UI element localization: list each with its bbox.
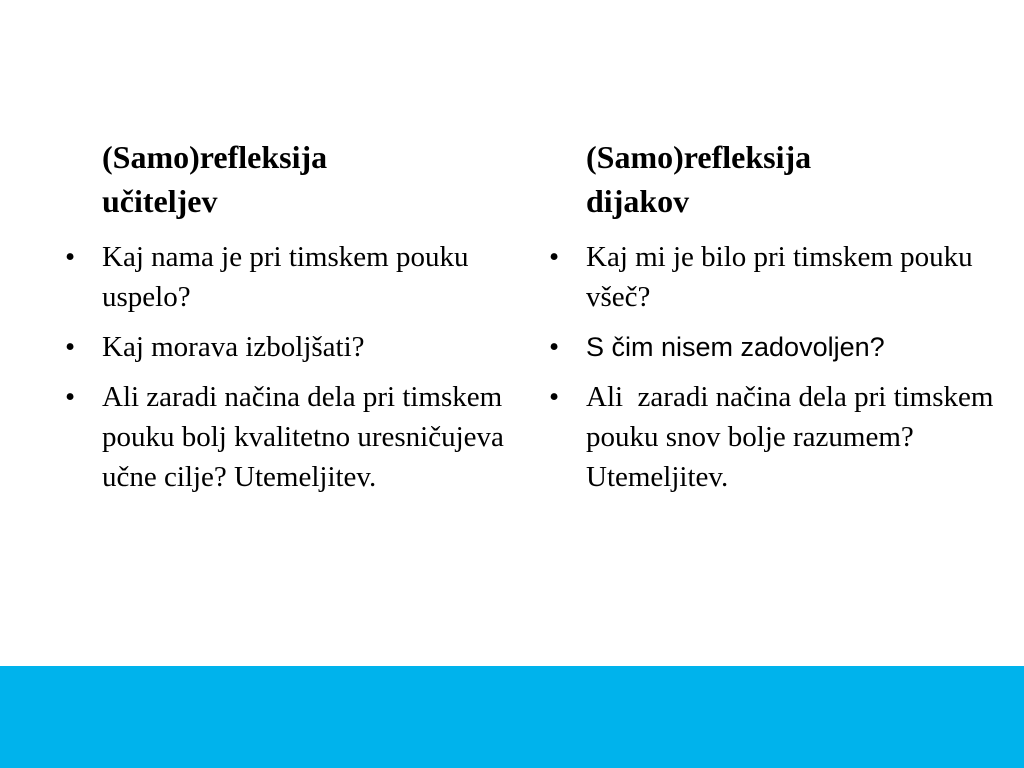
list-item [549, 377, 1009, 497]
bullet-text: Ali zaradi načina dela pri timskem pouku bolj kvalitetno uresničujeva učne cilje? Utemeljitev. [102, 381, 504, 493]
footer-accent-band [0, 666, 1024, 768]
right-column-heading: (Samo)refleksija dijakov [586, 139, 812, 219]
bullet-text: Kaj nama je pri timskem pouku uspelo? [102, 241, 469, 313]
bullet-icon: • [65, 331, 76, 363]
bullet-text: Kaj mi je bilo pri timskem pouku všeč? [586, 241, 973, 313]
bullet-icon: • [549, 241, 560, 273]
right-column [549, 135, 1009, 507]
list-item [65, 237, 505, 317]
list-item [65, 377, 505, 497]
left-bullet-list [65, 237, 505, 497]
list-item [549, 327, 1009, 367]
left-column [65, 135, 505, 507]
right-bullet-list [549, 237, 1009, 497]
bullet-text: S čim nisem zadovoljen? [586, 332, 885, 362]
bullet-icon: • [549, 381, 560, 413]
bullet-text: Kaj morava izboljšati? [102, 331, 365, 363]
list-item [65, 327, 505, 367]
bullet-icon: • [549, 331, 560, 363]
bullet-icon: • [65, 381, 76, 413]
bullet-icon: • [65, 241, 76, 273]
bullet-text: Ali zaradi načina dela pri timskem pouku snov bolje razumem? Utemeljitev. [586, 381, 1001, 493]
left-column-heading: (Samo)refleksija učiteljev [102, 139, 328, 219]
list-item [549, 237, 1009, 317]
